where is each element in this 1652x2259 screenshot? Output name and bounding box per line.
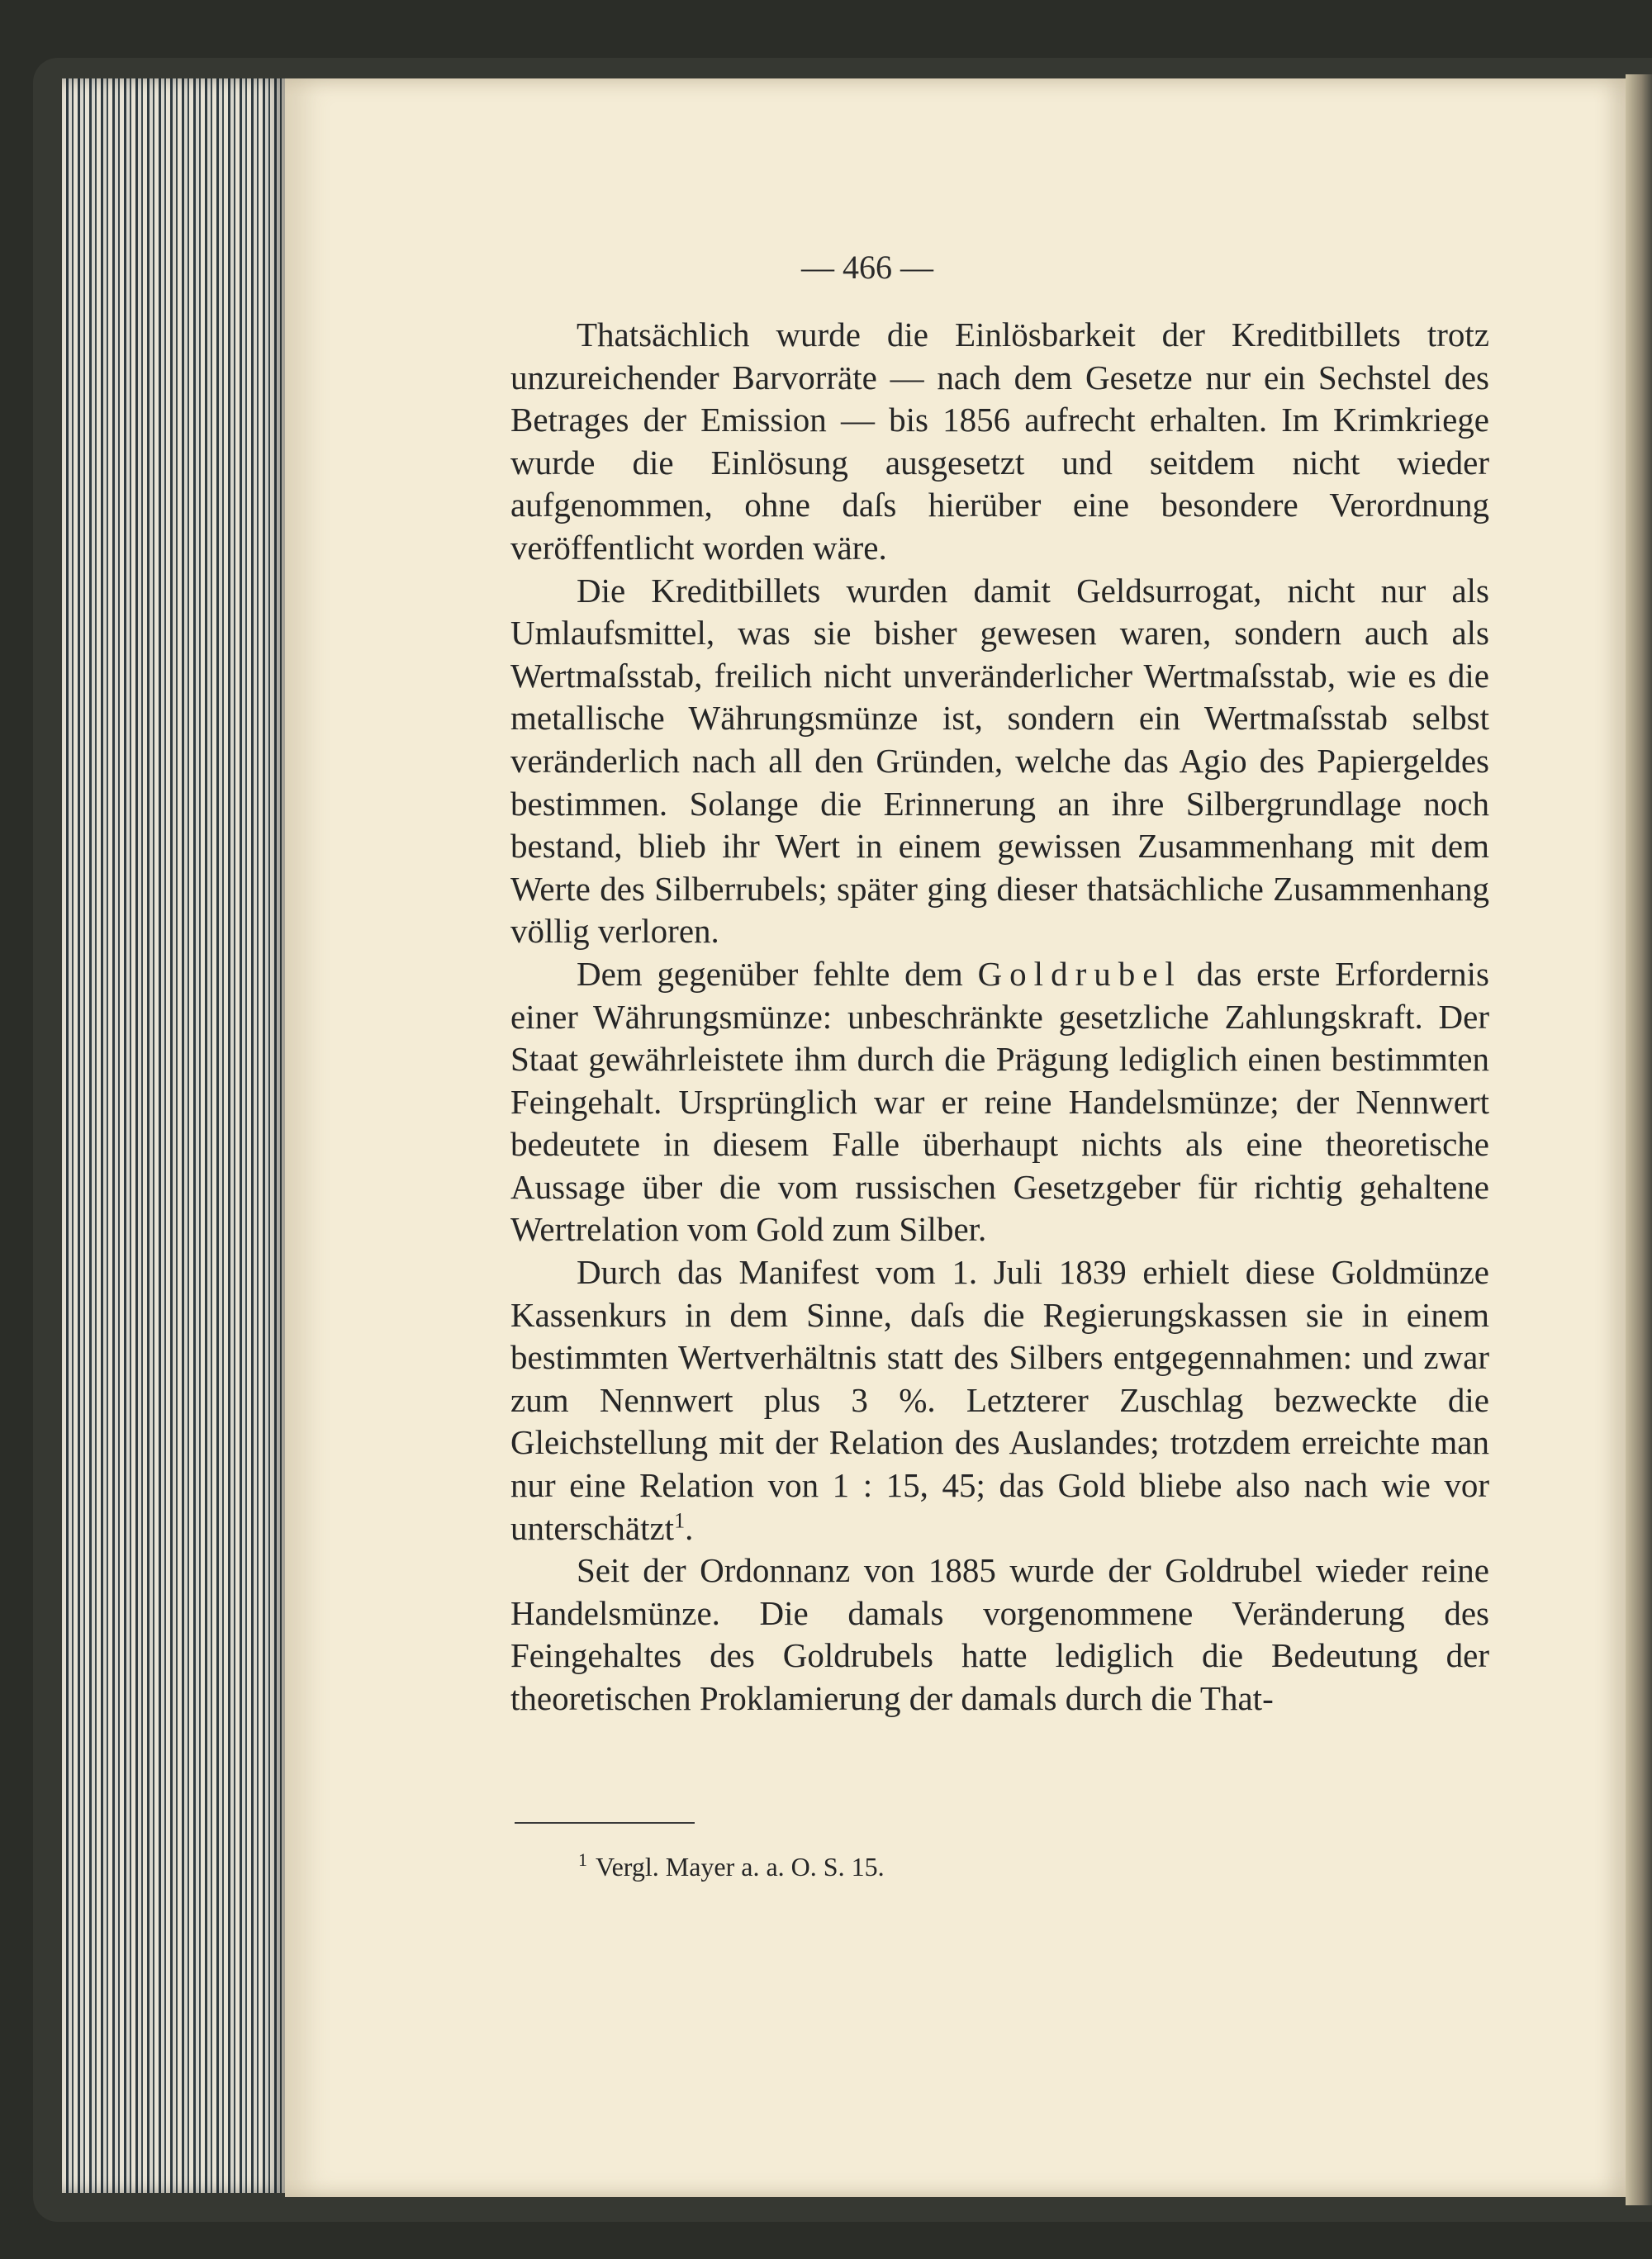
- paragraph-1: Thatsächlich wurde die Einlösbarkeit der Kreditbillets trotz unzureichender Barvorräte — nach dem Gesetze nur ein Sechstel des Betrages der Emission — bis 1856 aufrecht erhalten. Im Krimkriege wurde die Einlösung ausgesetzt und seitdem nicht wieder aufgenommen, ohne daſs hierüber eine besondere Verordnung veröffentlicht worden wäre.: [510, 316, 1489, 567]
- footnote-text: Vergl. Mayer a. a. O. S. 15.: [596, 1852, 885, 1882]
- paragraph-3-after: das erste Erfordernis einer Währungsmünze: unbeschränkte gesetzliche Zahlungskraft. Der Staat gewährleistete ihm durch die Prägung lediglich einen bestimmten Feingehalt. Ursprünglich war er reine Handelsmünze; der Nennwert bedeutete in diesem Falle überhaupt nichts als eine theoretische Aussage über die vom russischen Gesetzgeber für richtig gehaltene Wertrelation vom Gold zum Silber.: [510, 954, 1489, 1249]
- paragraph-2: Die Kreditbillets wurden damit Geldsurrogat, nicht nur als Umlaufsmittel, was sie bisher gewesen waren, sondern auch als Wertmaſsstab, freilich nicht unveränderlicher Wertmaſsstab, wie es die metallische Währungsmünze ist, sondern ein Wertmaſsstab selbst veränderlich nach all den Gründen, welche das Agio des Papiergeldes bestimmen. Solange die Erinnerung an ihre Silbergrundlage noch bestand, blieb ihr Wert in einem gewissen Zusammenhang mit dem Werte des Silberrubels; später ging dieser thatsächliche Zusammenhang völlig verloren.: [510, 571, 1489, 951]
- footnote-mark: 1: [578, 1849, 587, 1871]
- paragraph-4-text: Durch das Manifest vom 1. Juli 1839 erhielt diese Goldmünze Kassenkurs in dem Sinne, daſs die Regierungskassen sie in einem bestimmten Wertverhältnis statt des Silbers entgegennahmen: und zwar zum Nennwert plus 3 %. Letzterer Zuschlag bezweckte die Gleichstellung mit der Relation des Auslandes; trotzdem erreichte man nur eine Relation von 1 : 15, 45; das Gold bliebe also nach wie vor unterschätzt: [510, 1253, 1489, 1547]
- paragraph-5: Seit der Ordonnanz von 1885 wurde der Goldrubel wieder reine Handelsmünze. Die damals vorgenommene Veränderung des Feingehaltes des Goldrubels hatte lediglich die Bedeutung der theoretischen Proklamierung der damals durch die That-: [510, 1551, 1489, 1717]
- body-text: [510, 314, 1489, 1720]
- emphasized-term: Goldrubel: [977, 954, 1182, 993]
- paragraph-3: [510, 953, 1489, 1251]
- paragraph-4: [510, 1251, 1489, 1550]
- footnote-rule: [515, 1822, 695, 1824]
- page-right-edge: [1626, 74, 1652, 2205]
- footnote-reference: 1: [674, 1507, 686, 1532]
- paragraph-3-before: Dem gegenüber fehlte dem: [577, 954, 978, 993]
- footnote: [578, 1850, 1487, 1883]
- page-number: — 466 —: [801, 249, 933, 286]
- paragraph-4-end: .: [685, 1508, 694, 1547]
- page-edges: [62, 78, 285, 2193]
